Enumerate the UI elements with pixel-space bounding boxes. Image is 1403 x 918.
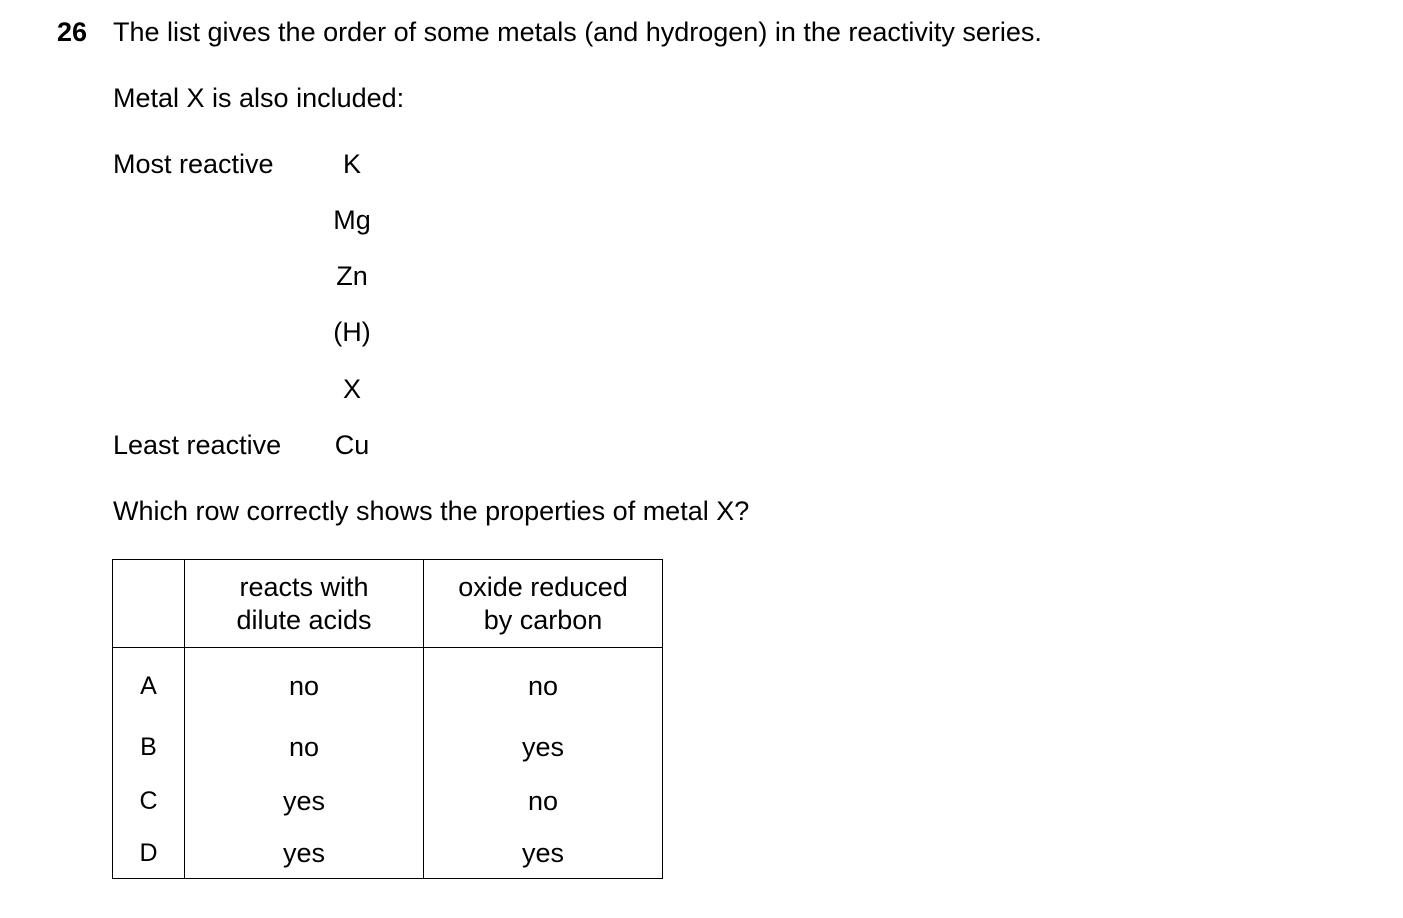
series-item-mg: Mg [333, 205, 371, 235]
cell-acids: no [185, 648, 424, 721]
cell-carbon: no [424, 774, 663, 828]
table-row-c[interactable] [113, 774, 663, 828]
most-reactive-label: Most reactive [113, 149, 274, 179]
header-blank [113, 560, 185, 648]
table-row-b[interactable] [113, 720, 663, 774]
table-header-row [113, 560, 663, 648]
header-line: by carbon [483, 604, 603, 635]
least-reactive-label: Least reactive [113, 430, 282, 460]
cell-carbon: yes [424, 828, 663, 879]
option-letter: D [113, 828, 185, 879]
series-item-zn: Zn [336, 261, 368, 291]
header-line: dilute acids [236, 604, 372, 635]
header-line: reacts with [239, 571, 369, 602]
cell-carbon: yes [424, 720, 663, 774]
options-table [112, 559, 663, 879]
header-oxide-reduced-by-carbon [424, 560, 663, 648]
question-intro: Metal X is also included: [113, 83, 405, 113]
table-row-a[interactable] [113, 648, 663, 721]
question-number: 26 [57, 17, 88, 47]
series-item-k: K [342, 149, 361, 179]
series-item-cu: Cu [334, 430, 370, 460]
cell-acids: yes [185, 828, 424, 879]
cell-carbon: no [424, 648, 663, 721]
question-stem: The list gives the order of some metals (and hydrogen) in the reactivity series. [113, 17, 1042, 47]
question-prompt: Which row correctly shows the properties of metal X? [113, 496, 750, 526]
cell-acids: yes [185, 774, 424, 828]
cell-acids: no [185, 720, 424, 774]
table-row-d[interactable] [113, 828, 663, 879]
option-letter: A [113, 648, 185, 721]
header-reacts-with-dilute-acids [185, 560, 424, 648]
header-line: oxide reduced [458, 571, 628, 602]
option-letter: C [113, 774, 185, 828]
series-item-x: X [342, 374, 361, 404]
option-letter: B [113, 720, 185, 774]
series-item-h: (H) [333, 317, 371, 347]
